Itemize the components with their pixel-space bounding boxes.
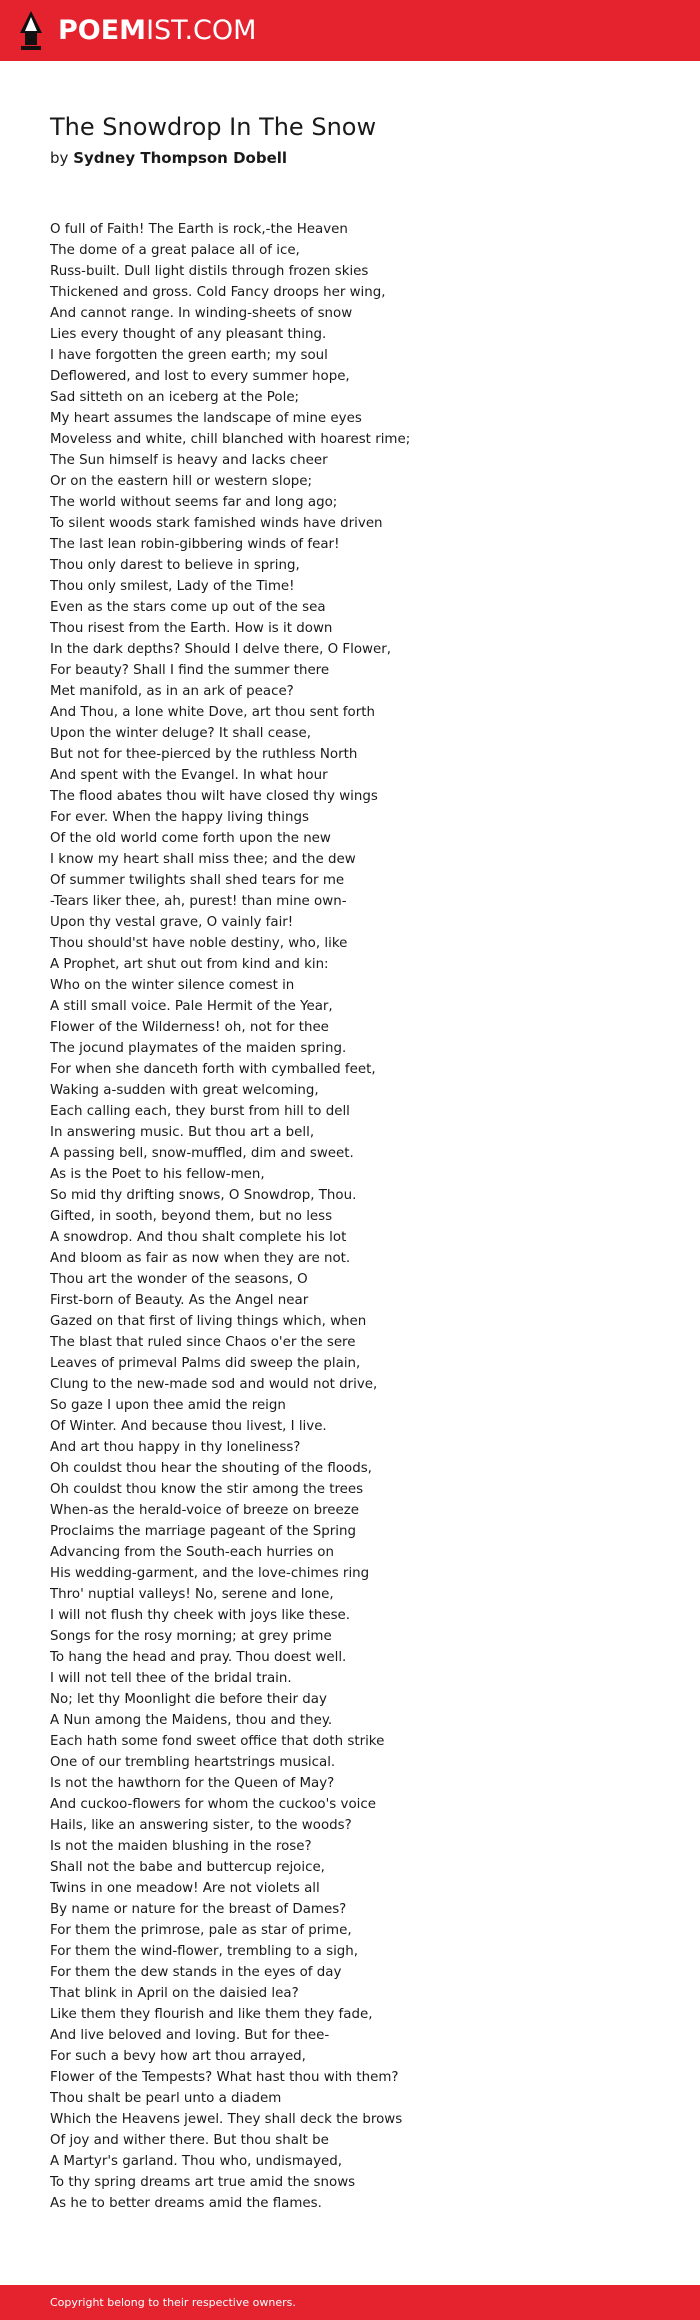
poem-line: And spent with the Evangel. In what hour — [50, 768, 328, 783]
poem-line: Thou art the wonder of the seasons, O — [50, 1272, 308, 1287]
poem-line: The dome of a great palace all of ice, — [50, 243, 300, 258]
poem-line: A Martyr's garland. Thou who, undismayed, — [50, 2154, 342, 2169]
poem-line: By name or nature for the breast of Dames? — [50, 1902, 347, 1917]
poem-line: First-born of Beauty. As the Angel near — [50, 1293, 309, 1308]
poem-line: Each calling each, they burst from hill to dell — [50, 1104, 350, 1119]
poem-line: Songs for the rosy morning; at grey prime — [50, 1629, 332, 1644]
poem-line: In the dark depths? Should I delve there, O Flower, — [50, 642, 391, 657]
copyright-text: Copyright belong to their respective owners. — [50, 2296, 296, 2309]
logo-text-bold: POEM — [58, 15, 147, 46]
poem-line: Is not the maiden blushing in the rose? — [50, 1839, 312, 1854]
poem-line: The blast that ruled since Chaos o'er the sere — [50, 1335, 356, 1350]
poem-line: Twins in one meadow! Are not violets all — [50, 1881, 320, 1896]
poem-line: Like them they flourish and like them they fade, — [50, 2007, 373, 2022]
pen-nib-icon — [18, 11, 44, 51]
poem-line: For when she danceth forth with cymballed feet, — [50, 1062, 376, 1077]
poem-line: Gifted, in sooth, beyond them, but no less — [50, 1209, 333, 1224]
poem-line: Each hath some fond sweet office that doth strike — [50, 1734, 385, 1749]
poem-line: Upon the winter deluge? It shall cease, — [50, 726, 312, 741]
poem-line: I have forgotten the green earth; my soul — [50, 348, 328, 363]
poem-line: As he to better dreams amid the flames. — [50, 2196, 322, 2211]
poem-line: For beauty? Shall I find the summer there — [50, 663, 330, 678]
poem-line: And live beloved and loving. But for thee- — [50, 2028, 330, 2043]
poem-line: Advancing from the South-each hurries on — [50, 1545, 334, 1560]
author-link[interactable]: Sydney Thompson Dobell — [73, 149, 288, 167]
poem-line: Clung to the new-made sod and would not drive, — [50, 1377, 378, 1392]
poem-line: Or on the eastern hill or western slope; — [50, 474, 313, 489]
poem-line: To silent woods stark famished winds have driven — [50, 516, 383, 531]
poem-line: -Tears liker thee, ah, purest! than mine own- — [50, 894, 347, 909]
poem-body — [50, 219, 670, 2214]
poem-line: A still small voice. Pale Hermit of the Year, — [50, 999, 333, 1014]
poem-line: But not for thee-pierced by the ruthless North — [50, 747, 358, 762]
poem-line: Of the old world come forth upon the new — [50, 831, 331, 846]
poem-line: Thou only darest to believe in spring, — [50, 558, 300, 573]
poem-line: To thy spring dreams art true amid the snows — [50, 2175, 356, 2190]
poem-line: Thou only smilest, Lady of the Time! — [50, 579, 295, 594]
poem-line: Hails, like an answering sister, to the woods? — [50, 1818, 352, 1833]
poem-line: Who on the winter silence comest in — [50, 978, 295, 993]
poem-line: That blink in April on the daisied lea? — [50, 1986, 299, 2001]
poem-line: Of summer twilights shall shed tears for me — [50, 873, 345, 888]
poem-line: For such a bevy how art thou arrayed, — [50, 2049, 306, 2064]
poem-line: For ever. When the happy living things — [50, 810, 309, 825]
poem-line: Thou should'st have noble destiny, who, like — [50, 936, 348, 951]
site-logo[interactable] — [18, 11, 256, 51]
poem-line: I know my heart shall miss thee; and the dew — [50, 852, 356, 867]
poem-title: The Snowdrop In The Snow — [50, 113, 377, 141]
poem-line: A Nun among the Maidens, thou and they. — [50, 1713, 333, 1728]
poem-line: And cannot range. In winding-sheets of snow — [50, 306, 353, 321]
poem-line: Sad sitteth on an iceberg at the Pole; — [50, 390, 300, 405]
poem-line: Waking a-sudden with great welcoming, — [50, 1083, 319, 1098]
poem-line: O full of Faith! The Earth is rock,-the Heaven — [50, 222, 348, 237]
poem-line: As is the Poet to his fellow-men, — [50, 1167, 265, 1182]
poem-line: And cuckoo-flowers for whom the cuckoo's voice — [50, 1797, 376, 1812]
poem-line: The jocund playmates of the maiden spring. — [50, 1041, 347, 1056]
poem-line: For them the wind-flower, trembling to a sigh, — [50, 1944, 359, 1959]
poem-line: So mid thy drifting snows, O Snowdrop, Thou. — [50, 1188, 357, 1203]
poem-line: Thickened and gross. Cold Fancy droops her wing, — [50, 285, 386, 300]
poem-line: Proclaims the marriage pageant of the Spring — [50, 1524, 356, 1539]
poem-line: Upon thy vestal grave, O vainly fair! — [50, 915, 294, 930]
poem-line: Flower of the Tempests? What hast thou with them? — [50, 2070, 399, 2085]
poem-line: Even as the stars come up out of the sea — [50, 600, 326, 615]
poem-line: One of our trembling heartstrings musical. — [50, 1755, 336, 1770]
poem-line: Met manifold, as in an ark of peace? — [50, 684, 294, 699]
poem-line: And bloom as fair as now when they are not. — [50, 1251, 351, 1266]
poem-line: Lies every thought of any pleasant thing. — [50, 327, 327, 342]
poem-line: Shall not the babe and buttercup rejoice, — [50, 1860, 325, 1875]
poem-line: And art thou happy in thy loneliness? — [50, 1440, 301, 1455]
poem-line: Leaves of primeval Palms did sweep the plain, — [50, 1356, 361, 1371]
logo-text — [58, 17, 256, 44]
poem-line: For them the dew stands in the eyes of day — [50, 1965, 342, 1980]
poem-line: For them the primrose, pale as star of prime, — [50, 1923, 352, 1938]
poem-line: Of Winter. And because thou livest, I live. — [50, 1419, 327, 1434]
by-label: by — [50, 149, 69, 167]
poem-line: No; let thy Moonlight die before their day — [50, 1692, 327, 1707]
poem-line: The Sun himself is heavy and lacks cheer — [50, 453, 328, 468]
poem-line: I will not tell thee of the bridal train. — [50, 1671, 292, 1686]
poem-line: Moveless and white, chill blanched with hoarest rime; — [50, 432, 411, 447]
poem-line: Oh couldst thou hear the shouting of the floods, — [50, 1461, 372, 1476]
site-footer — [0, 2285, 700, 2320]
poem-line: Flower of the Wilderness! oh, not for thee — [50, 1020, 329, 1035]
poem-line: When-as the herald-voice of breeze on breeze — [50, 1503, 360, 1518]
poem-line: To hang the head and pray. Thou doest well. — [50, 1650, 347, 1665]
poem-line: A passing bell, snow-muffled, dim and sweet. — [50, 1146, 354, 1161]
poem-line: I will not flush thy cheek with joys like these. — [50, 1608, 351, 1623]
poem-line: Is not the hawthorn for the Queen of May? — [50, 1776, 335, 1791]
logo-text-light: IST.COM — [146, 15, 257, 46]
poem-line: Thro' nuptial valleys! No, serene and lone, — [50, 1587, 334, 1602]
poem-line: The world without seems far and long ago; — [50, 495, 338, 510]
poem-line: Russ-built. Dull light distils through frozen skies — [50, 264, 369, 279]
poem-line: Thou shalt be pearl unto a diadem — [50, 2091, 282, 2106]
poem-line: A snowdrop. And thou shalt complete his lot — [50, 1230, 347, 1245]
poem-line: The flood abates thou wilt have closed thy wings — [50, 789, 378, 804]
poem-line: Which the Heavens jewel. They shall deck the brows — [50, 2112, 403, 2127]
poem-line: His wedding-garment, and the love-chimes ring — [50, 1566, 370, 1581]
poem-line: Oh couldst thou know the stir among the trees — [50, 1482, 364, 1497]
poem-line: And Thou, a lone white Dove, art thou sent forth — [50, 705, 375, 720]
poem-line: My heart assumes the landscape of mine eyes — [50, 411, 362, 426]
poem-line: Thou risest from the Earth. How is it down — [50, 621, 333, 636]
poem-line: The last lean robin-gibbering winds of fear! — [50, 537, 340, 552]
poem-line: Gazed on that first of living things which, when — [50, 1314, 367, 1329]
poem-byline — [50, 147, 287, 169]
poem-line: A Prophet, art shut out from kind and kin: — [50, 957, 329, 972]
poem-line: Deflowered, and lost to every summer hope, — [50, 369, 350, 384]
site-header — [0, 0, 700, 61]
poem-line: So gaze I upon thee amid the reign — [50, 1398, 286, 1413]
poem-line: Of joy and wither there. But thou shalt be — [50, 2133, 329, 2148]
poem-line: In answering music. But thou art a bell, — [50, 1125, 315, 1140]
